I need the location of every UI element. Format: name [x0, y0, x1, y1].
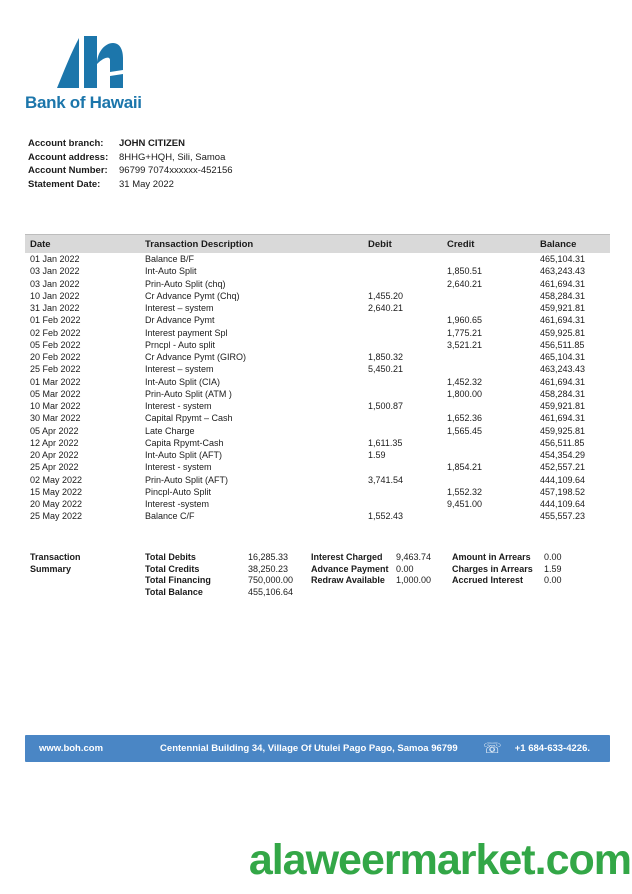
- summary-value: 9,463.74: [396, 552, 432, 562]
- cell-credit: 1,452.32: [447, 376, 483, 387]
- table-row: [25, 449, 610, 461]
- cell-date: 10 Jan 2022: [30, 290, 80, 301]
- cell-balance: 465,104.31: [540, 352, 586, 362]
- cell-date: 01 Mar 2022: [30, 376, 81, 387]
- table-row: [25, 388, 610, 400]
- cell-debit: [368, 388, 447, 400]
- cell-balance: 458,284.31: [540, 388, 586, 399]
- phone-icon: ☏: [482, 739, 502, 757]
- cell-description: Prin-Auto Split (chq): [145, 278, 226, 289]
- cell-date: 31 Jan 2022: [30, 303, 80, 313]
- cell-credit: [447, 290, 540, 302]
- table-row: [25, 437, 610, 449]
- cell-debit: [368, 327, 447, 339]
- column-header-debit: Debit: [368, 238, 392, 250]
- cell-credit: [447, 510, 540, 522]
- cell-credit: 1,565.45: [447, 425, 483, 436]
- cell-debit: [368, 486, 447, 498]
- cell-date: 30 Mar 2022: [30, 413, 81, 424]
- summary-label: Amount in Arrears: [452, 552, 531, 562]
- cell-debit: [368, 376, 447, 388]
- table-row: [25, 510, 610, 522]
- cell-balance: 456,511.85: [540, 339, 585, 350]
- cell-debit: [368, 461, 447, 473]
- cell-date: 25 Feb 2022: [30, 364, 81, 375]
- table-row: [25, 425, 610, 437]
- cell-balance: 456,511.85: [540, 437, 585, 448]
- summary-title-line1: Transaction: [30, 552, 81, 562]
- table-row: [25, 412, 610, 424]
- table-body: [25, 253, 610, 523]
- table-row: [25, 486, 610, 498]
- cell-debit: [368, 314, 447, 326]
- cell-debit: 3,741.54: [368, 474, 404, 485]
- bank-name: Bank of Hawaii: [25, 93, 142, 112]
- transaction-table: [25, 234, 610, 523]
- summary-label: Advance Payment: [311, 563, 389, 574]
- summary-value: 1,000.00: [396, 575, 432, 586]
- summary-value: 0.00: [544, 575, 562, 586]
- account-number-value: 96799 7074xxxxxx-452156: [119, 165, 233, 176]
- cell-date: 15 May 2022: [30, 486, 83, 497]
- cell-date: 20 Feb 2022: [30, 352, 81, 362]
- table-row: [25, 351, 610, 363]
- summary-grid: [30, 552, 615, 598]
- cell-credit: 1,652.36: [447, 413, 483, 424]
- account-address-label: Account address:: [28, 151, 109, 163]
- cell-debit: [368, 412, 447, 424]
- column-header-date: Date: [30, 238, 51, 250]
- cell-balance: 459,925.81: [540, 327, 586, 338]
- cell-debit: 1,500.87: [368, 401, 404, 411]
- cell-date: 03 Jan 2022: [30, 278, 80, 289]
- table-row: [25, 339, 610, 351]
- cell-date: 25 May 2022: [30, 511, 83, 522]
- table-row: [25, 376, 610, 388]
- cell-description: Prncpl - Auto split: [145, 339, 216, 350]
- summary-label: Redraw Available: [311, 575, 385, 586]
- cell-debit: [368, 278, 447, 290]
- cell-description: Dr Advance Pymt: [145, 315, 215, 326]
- cell-debit: 1,552.43: [368, 511, 404, 522]
- bank-of-hawaii-logo-icon: [55, 36, 125, 90]
- table-row: [25, 302, 610, 314]
- summary-value: 38,250.23: [248, 563, 289, 574]
- table-row: [25, 314, 610, 326]
- summary-value: 750,000.00: [248, 575, 294, 586]
- cell-credit: [447, 351, 540, 363]
- cell-balance: 444,109.64: [540, 499, 586, 509]
- cell-description: Int-Auto Split (CIA): [145, 376, 221, 387]
- cell-credit: 9,451.00: [447, 499, 483, 509]
- cell-balance: 444,109.64: [540, 474, 586, 485]
- summary-label: Total Balance: [145, 586, 203, 597]
- cell-credit: [447, 400, 540, 412]
- cell-credit: 1,854.21: [447, 462, 483, 473]
- cell-credit: 1,775.21: [447, 327, 483, 338]
- cell-date: 05 Apr 2022: [30, 425, 79, 436]
- cell-credit: [447, 253, 540, 265]
- summary-label: Interest Charged: [311, 552, 383, 562]
- cell-balance: 461,694.31: [540, 376, 586, 387]
- cell-date: 05 Feb 2022: [30, 339, 81, 350]
- watermark: alaweermarket.com: [248, 836, 631, 884]
- cell-date: 20 Apr 2022: [30, 450, 79, 460]
- cell-debit: [368, 253, 447, 265]
- summary-value: 16,285.33: [248, 552, 289, 562]
- account-branch-value: JOHN CITIZEN: [119, 138, 185, 149]
- footer-phone: +1 684-633-4226.: [514, 743, 590, 754]
- cell-description: Interest – system: [145, 364, 214, 375]
- account-address-value: 8HHG+HQH, Sili, Samoa: [119, 151, 226, 163]
- summary-label: Charges in Arrears: [452, 563, 533, 574]
- summary-label: Total Debits: [145, 552, 196, 562]
- cell-debit: 2,640.21: [368, 303, 404, 313]
- column-header-description: Transaction Description: [145, 238, 254, 250]
- cell-credit: 2,640.21: [447, 278, 483, 289]
- cell-date: 01 Jan 2022: [30, 254, 80, 264]
- account-number-label: Account Number:: [28, 165, 108, 176]
- cell-description: Late Charge: [145, 425, 195, 436]
- summary-label: Total Financing: [145, 575, 211, 586]
- cell-debit: [368, 339, 447, 351]
- cell-date: 01 Feb 2022: [30, 315, 81, 326]
- cell-credit: [447, 302, 540, 314]
- table-row: [25, 265, 610, 277]
- cell-description: Interest - system: [145, 401, 212, 411]
- cell-balance: 463,243.43: [540, 266, 586, 277]
- summary-value: 0.00: [396, 563, 414, 574]
- cell-debit: 1,455.20: [368, 290, 404, 301]
- cell-description: Int-Auto Split: [145, 266, 197, 277]
- cell-balance: 461,694.31: [540, 413, 586, 424]
- summary-label: Accrued Interest: [452, 575, 524, 586]
- footer-website: www.boh.com: [39, 743, 104, 754]
- statement-date-label: Statement Date:: [28, 178, 101, 190]
- cell-balance: 455,557.23: [540, 511, 586, 522]
- cell-description: Balance B/F: [145, 254, 195, 264]
- cell-description: Int-Auto Split (AFT): [145, 450, 223, 460]
- summary-value: 0.00: [544, 552, 562, 562]
- cell-balance: 452,557.21: [540, 462, 586, 473]
- cell-credit: [447, 449, 540, 461]
- cell-date: 25 Apr 2022: [30, 462, 79, 473]
- cell-debit: [368, 498, 447, 510]
- cell-date: 03 Jan 2022: [30, 266, 80, 277]
- table-row: [25, 327, 610, 339]
- column-header-credit: Credit: [447, 238, 475, 250]
- table-row: [25, 498, 610, 510]
- cell-date: 05 Mar 2022: [30, 388, 81, 399]
- transaction-summary: [30, 552, 615, 598]
- table-row: [25, 400, 610, 412]
- cell-credit: 1,800.00: [447, 388, 483, 399]
- cell-debit: [368, 265, 447, 277]
- table-row: [25, 461, 610, 473]
- cell-description: Cr Advance Pymt (Chq): [145, 290, 240, 301]
- cell-credit: 1,850.51: [447, 266, 483, 277]
- column-header-balance: Balance: [540, 238, 577, 250]
- cell-balance: 465,104.31: [540, 254, 586, 264]
- cell-description: Prin-Auto Split (AFT): [145, 474, 229, 485]
- cell-balance: 457,198.52: [540, 486, 586, 497]
- cell-description: Interest – system: [145, 303, 214, 313]
- cell-balance: 461,694.31: [540, 315, 586, 326]
- cell-balance: 459,921.81: [540, 401, 586, 411]
- cell-description: Balance C/F: [145, 511, 195, 522]
- table-row: [25, 253, 610, 265]
- table-row: [25, 290, 610, 302]
- cell-debit: 1,850.32: [368, 352, 404, 362]
- cell-balance: 458,284.31: [540, 290, 586, 301]
- table-row: [25, 474, 610, 486]
- cell-credit: 1,960.65: [447, 315, 483, 326]
- cell-credit: 1,552.32: [447, 486, 483, 497]
- footer-address: Centennial Building 34, Village Of Utulei Pago Pago, Samoa 96799: [160, 743, 458, 754]
- cell-date: 20 May 2022: [30, 499, 83, 509]
- footer-bar: [25, 735, 610, 762]
- cell-debit: 1,611.35: [368, 437, 403, 448]
- cell-description: Interest -system: [145, 499, 210, 509]
- cell-description: Prin-Auto Split (ATM ): [145, 388, 232, 399]
- account-branch-label: Account branch:: [28, 138, 104, 149]
- cell-credit: 3,521.21: [447, 339, 483, 350]
- cell-description: Cr Advance Pymt (GIRO): [145, 352, 247, 362]
- cell-date: 02 Feb 2022: [30, 327, 81, 338]
- cell-description: Interest payment Spl: [145, 327, 228, 338]
- account-info: [28, 137, 233, 191]
- cell-balance: 461,694.31: [540, 278, 586, 289]
- summary-label: Total Credits: [145, 563, 200, 574]
- table-row: [25, 363, 610, 375]
- brand-block: [25, 36, 142, 113]
- cell-debit: [368, 425, 447, 437]
- summary-title-line2: Summary: [30, 563, 72, 574]
- cell-date: 10 Mar 2022: [30, 401, 81, 411]
- table-row: [25, 278, 610, 290]
- cell-balance: 459,925.81: [540, 425, 586, 436]
- table-header: [25, 234, 610, 253]
- cell-debit: 1.59: [368, 450, 386, 460]
- summary-value: 1.59: [544, 563, 562, 574]
- cell-description: Capita Rpymt-Cash: [145, 437, 224, 448]
- cell-credit: [447, 437, 540, 449]
- cell-description: Capital Rpymt – Cash: [145, 413, 233, 424]
- summary-value: 455,106.64: [248, 586, 294, 597]
- cell-date: 12 Apr 2022: [30, 437, 79, 448]
- cell-credit: [447, 474, 540, 486]
- cell-debit: 5,450.21: [368, 364, 404, 375]
- statement-date-value: 31 May 2022: [119, 178, 174, 190]
- cell-description: Interest - system: [145, 462, 212, 473]
- cell-date: 02 May 2022: [30, 474, 83, 485]
- cell-balance: 454,354.29: [540, 450, 586, 460]
- cell-description: Pincpl-Auto Split: [145, 486, 212, 497]
- cell-balance: 463,243.43: [540, 364, 586, 375]
- cell-balance: 459,921.81: [540, 303, 586, 313]
- cell-credit: [447, 363, 540, 375]
